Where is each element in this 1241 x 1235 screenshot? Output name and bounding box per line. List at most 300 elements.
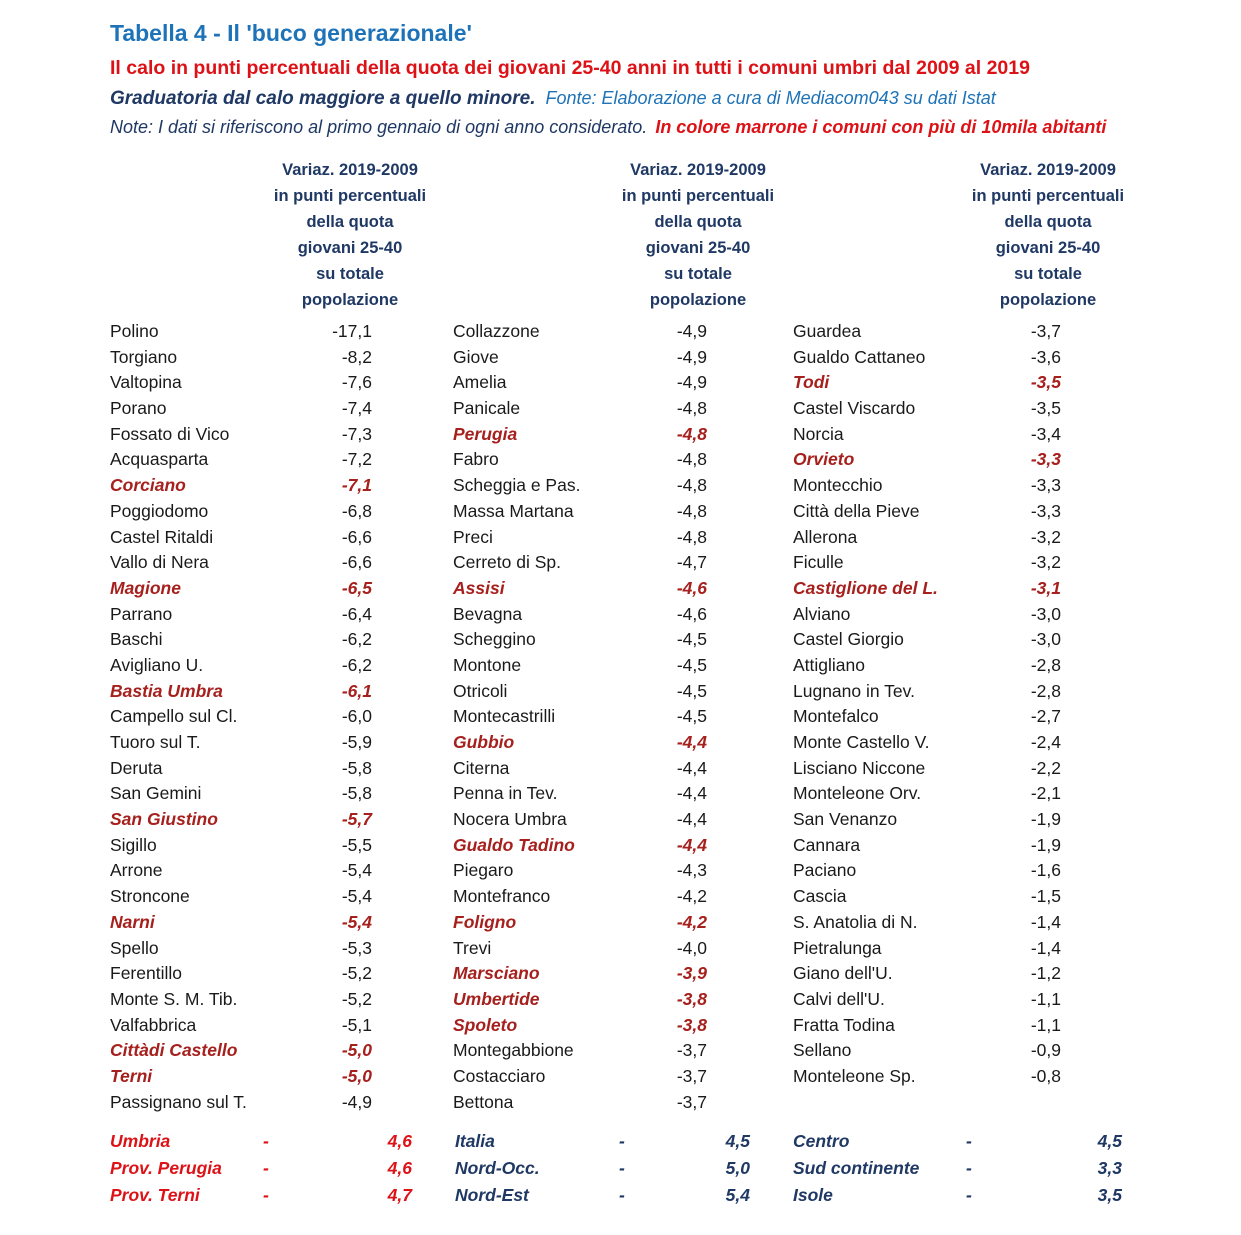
- minus-sign: -: [966, 1158, 972, 1178]
- territory-value: 3,5: [1097, 1185, 1122, 1205]
- minus-sign: -: [619, 1185, 625, 1205]
- municipality-name: Todi: [793, 372, 830, 393]
- municipality-name: Amelia: [453, 372, 507, 393]
- minus-sign: -: [966, 1185, 972, 1205]
- table-row: [453, 449, 707, 475]
- table-row: [793, 321, 1061, 347]
- variation-value: -4,8: [676, 423, 707, 444]
- municipality-name: Allerona: [793, 526, 858, 547]
- municipality-name: Gualdo Tadino: [453, 834, 575, 855]
- ranking-source-line: [110, 88, 996, 110]
- municipality-name: Collazzone: [453, 321, 540, 341]
- table-row: [110, 938, 372, 964]
- municipality-name: Giove: [453, 346, 499, 367]
- variation-value: -4,5: [676, 706, 707, 727]
- column-header-line: Variaz. 2019-2009: [282, 161, 418, 179]
- territory-value: 5,0: [725, 1158, 750, 1178]
- column-header-3: [928, 157, 1168, 313]
- table-row: [110, 347, 372, 373]
- table-row: [453, 398, 707, 424]
- minus-sign: -: [263, 1185, 269, 1205]
- table-row: [453, 886, 707, 912]
- table-row: [793, 706, 1061, 732]
- table-row: [110, 1015, 372, 1041]
- municipality-name: Arrone: [110, 860, 163, 881]
- table-row: [793, 398, 1061, 424]
- minus-sign: -: [263, 1131, 269, 1151]
- variation-value: -3,3: [1030, 449, 1061, 470]
- variation-value: -2,8: [1030, 654, 1061, 675]
- variation-value: -8,2: [341, 346, 372, 367]
- table-row: [453, 347, 707, 373]
- table-row: [793, 347, 1061, 373]
- column-header-line: in punti percentuali: [971, 187, 1125, 205]
- variation-value: -3,2: [1030, 552, 1061, 573]
- municipality-name: Sellano: [793, 1040, 852, 1061]
- variation-value: -4,9: [676, 321, 707, 341]
- table-row: [110, 449, 372, 475]
- municipality-name: Cittàdi Castello: [110, 1040, 238, 1061]
- table-row: [110, 501, 372, 527]
- minus-sign: -: [966, 1131, 972, 1151]
- table-row: [793, 989, 1061, 1015]
- municipality-name: Acquasparta: [110, 449, 209, 470]
- summary-group-macroaree: [793, 1128, 1122, 1209]
- municipality-name: Porano: [110, 398, 167, 419]
- territory-name: Sud continente: [793, 1158, 920, 1178]
- municipality-name: Montecchio: [793, 475, 883, 496]
- table-row: [453, 938, 707, 964]
- municipality-name: Montefranco: [453, 886, 551, 907]
- table-row: [110, 1066, 372, 1092]
- municipality-name: Panicale: [453, 398, 521, 419]
- variation-value: -6,5: [341, 577, 372, 598]
- variation-value: -6,1: [341, 680, 372, 701]
- municipality-name: Spoleto: [453, 1014, 518, 1035]
- municipality-name: Trevi: [453, 937, 492, 958]
- table-row: [453, 372, 707, 398]
- column-header-line: su totale: [316, 265, 384, 283]
- table-row: [793, 783, 1061, 809]
- variation-value: -1,4: [1030, 937, 1061, 958]
- municipality-name: Castel Viscardo: [793, 398, 916, 419]
- table-row: [110, 629, 372, 655]
- municipality-name: Valtopina: [110, 372, 182, 393]
- variation-value: -2,8: [1030, 680, 1061, 701]
- table-row: [453, 860, 707, 886]
- municipality-name: Stroncone: [110, 886, 190, 907]
- municipality-name: Baschi: [110, 629, 163, 650]
- summary-row: [455, 1155, 750, 1182]
- table-row: [793, 912, 1061, 938]
- column-header-2: [578, 157, 818, 313]
- variation-value: -1,9: [1030, 834, 1061, 855]
- table-row: [793, 578, 1061, 604]
- table-row: [110, 681, 372, 707]
- variation-value: -2,4: [1030, 732, 1061, 752]
- column-header-line: Variaz. 2019-2009: [630, 161, 766, 179]
- table-row: [110, 886, 372, 912]
- note-highlight: In colore marrone i comuni con più di 10mila abitanti: [655, 117, 1107, 137]
- table-row: [453, 578, 707, 604]
- table-row: [110, 398, 372, 424]
- summary-row: [793, 1128, 1122, 1155]
- municipality-name: Assisi: [453, 577, 505, 598]
- variation-value: -4,4: [676, 732, 707, 752]
- table-row: [453, 501, 707, 527]
- municipality-name: Montone: [453, 654, 522, 675]
- municipality-name: Citerna: [453, 757, 510, 778]
- municipality-name: Spello: [110, 937, 159, 958]
- variation-value: -7,4: [341, 398, 372, 419]
- municipality-name: Otricoli: [453, 680, 508, 701]
- summary-row: [110, 1155, 412, 1182]
- municipality-name: Parrano: [110, 603, 173, 624]
- municipality-name: Calvi dell'U.: [793, 988, 885, 1009]
- table-row: [453, 321, 707, 347]
- variation-value: -4,4: [676, 809, 707, 830]
- table-row: [793, 809, 1061, 835]
- municipality-name: San Gemini: [110, 783, 202, 804]
- municipality-name: Costacciaro: [453, 1065, 546, 1086]
- table-row: [453, 732, 707, 758]
- table-row: [110, 655, 372, 681]
- municipality-name: Castel Ritaldi: [110, 526, 214, 547]
- variation-value: -4,8: [676, 449, 707, 470]
- municipality-name: Cascia: [793, 886, 847, 907]
- municipality-name: Scheggino: [453, 629, 536, 650]
- municipality-name: Penna in Tev.: [453, 783, 558, 804]
- variation-value: -1,9: [1030, 809, 1061, 830]
- variation-value: -4,4: [676, 783, 707, 804]
- municipality-name: Monteleone Orv.: [793, 783, 922, 804]
- municipality-name: Gubbio: [453, 732, 515, 752]
- variation-value: -5,2: [341, 988, 372, 1009]
- variation-value: -6,2: [341, 654, 372, 675]
- variation-value: -3,7: [1030, 321, 1061, 341]
- variation-value: -5,1: [341, 1014, 372, 1035]
- variation-value: -4,3: [676, 860, 707, 881]
- variation-value: -4,5: [676, 680, 707, 701]
- variation-value: -6,8: [341, 500, 372, 521]
- variation-value: -7,6: [341, 372, 372, 393]
- municipality-name: Ferentillo: [110, 963, 182, 984]
- municipality-name: Fabro: [453, 449, 499, 470]
- municipality-name: Gualdo Cattaneo: [793, 346, 926, 367]
- table-row: [793, 1040, 1061, 1066]
- municipality-name: Città della Pieve: [793, 500, 920, 521]
- variation-value: -5,7: [341, 809, 372, 830]
- variation-value: -3,4: [1030, 423, 1061, 444]
- table-row: [793, 552, 1061, 578]
- municipality-name: Bettona: [453, 1091, 514, 1112]
- ranking-label: Graduatoria dal calo maggiore a quello minore.: [110, 88, 536, 109]
- variation-value: -5,0: [341, 1065, 372, 1086]
- municipality-name: Massa Martana: [453, 500, 574, 521]
- table-row: [453, 912, 707, 938]
- municipality-name: San Venanzo: [793, 809, 898, 830]
- variation-value: -5,4: [341, 911, 372, 932]
- table-row: [110, 424, 372, 450]
- variation-value: -3,0: [1030, 629, 1061, 650]
- municipality-name: Bastia Umbra: [110, 680, 223, 701]
- variation-value: -6,4: [341, 603, 372, 624]
- municipality-name: Scheggia e Pas.: [453, 475, 581, 496]
- minus-sign: -: [619, 1131, 625, 1151]
- variation-value: -3,3: [1030, 475, 1061, 496]
- municipality-name: Polino: [110, 321, 159, 341]
- column-header-line: giovani 25-40: [645, 239, 751, 257]
- municipality-name: Norcia: [793, 423, 844, 444]
- page-subtitle: Il calo in punti percentuali della quota dei giovani 25-40 anni in tutti i comuni umbri dal 2009 al 2019: [110, 57, 1030, 79]
- column-header-line: della quota: [306, 213, 394, 231]
- table-row: [793, 372, 1061, 398]
- variation-value: -4,8: [676, 398, 707, 419]
- summary-row: [110, 1128, 412, 1155]
- municipality-name: Piegaro: [453, 860, 514, 881]
- territory-value: 4,7: [387, 1185, 412, 1205]
- municipality-name: Montecastrilli: [453, 706, 556, 727]
- variation-value: -3,9: [676, 963, 707, 984]
- table-row: [453, 809, 707, 835]
- territory-name: Italia: [455, 1131, 495, 1151]
- municipality-name: Lugnano in Tev.: [793, 680, 915, 701]
- summary-group-umbria: [110, 1128, 412, 1209]
- table-row: [453, 1066, 707, 1092]
- municipality-name: Pietralunga: [793, 937, 882, 958]
- municipality-name: Umbertide: [453, 988, 540, 1009]
- column-header-line: in punti percentuali: [621, 187, 775, 205]
- table-row: [110, 527, 372, 553]
- column-header-line: su totale: [664, 265, 732, 283]
- minus-sign: -: [263, 1158, 269, 1178]
- table-row: [110, 475, 372, 501]
- table-row: [110, 732, 372, 758]
- variation-value: -4,4: [676, 757, 707, 778]
- note-label: Note: I dati si riferiscono al primo gennaio di ogni anno considerato.: [110, 117, 648, 137]
- territory-name: Prov. Terni: [110, 1185, 200, 1205]
- variation-value: -1,6: [1030, 860, 1061, 881]
- variation-value: -1,4: [1030, 911, 1061, 932]
- municipality-name: Deruta: [110, 757, 163, 778]
- table-row: [110, 912, 372, 938]
- municipality-name: Ficulle: [793, 552, 844, 573]
- variation-value: -4,4: [676, 834, 707, 855]
- variation-value: -6,2: [341, 629, 372, 650]
- variation-value: -6,6: [341, 552, 372, 573]
- variation-value: -5,5: [341, 834, 372, 855]
- table-row: [110, 706, 372, 732]
- municipality-name: Torgiano: [110, 346, 178, 367]
- table-row: [110, 809, 372, 835]
- variation-value: -1,1: [1030, 1014, 1061, 1035]
- variation-value: -3,8: [676, 1014, 707, 1035]
- table-row: [793, 938, 1061, 964]
- variation-value: -4,2: [676, 886, 707, 907]
- municipality-name: Guardea: [793, 321, 862, 341]
- variation-value: -1,1: [1030, 988, 1061, 1009]
- column-header-line: in punti percentuali: [273, 187, 427, 205]
- table-row: [793, 758, 1061, 784]
- table-row: [793, 527, 1061, 553]
- summary-row: [793, 1182, 1122, 1209]
- variation-value: -5,4: [341, 886, 372, 907]
- variation-value: -3,8: [676, 988, 707, 1009]
- variation-value: -3,7: [676, 1065, 707, 1086]
- territory-value: 4,5: [725, 1131, 750, 1151]
- data-column-2: [453, 321, 707, 1117]
- municipality-name: Foligno: [453, 911, 517, 932]
- variation-value: -3,6: [1030, 346, 1061, 367]
- municipality-name: Corciano: [110, 475, 186, 496]
- table-row: [110, 372, 372, 398]
- column-header-line: su totale: [1014, 265, 1082, 283]
- variation-value: -4,2: [676, 911, 707, 932]
- table-row: [453, 989, 707, 1015]
- territory-name: Isole: [793, 1185, 833, 1205]
- territory-name: Prov. Perugia: [110, 1158, 222, 1178]
- variation-value: -6,0: [341, 706, 372, 727]
- table-row: [110, 321, 372, 347]
- variation-value: -5,9: [341, 732, 372, 752]
- table-row: [453, 475, 707, 501]
- municipality-name: Vallo di Nera: [110, 552, 209, 573]
- table-row: [793, 604, 1061, 630]
- municipality-name: Avigliano U.: [110, 654, 204, 675]
- variation-value: -5,4: [341, 860, 372, 881]
- table-row: [793, 732, 1061, 758]
- municipality-name: Magione: [110, 577, 181, 598]
- column-header-line: giovani 25-40: [995, 239, 1101, 257]
- municipality-name: Montefalco: [793, 706, 879, 727]
- variation-value: -4,6: [676, 577, 707, 598]
- municipality-name: Lisciano Niccone: [793, 757, 926, 778]
- municipality-name: Bevagna: [453, 603, 523, 624]
- table-row: [110, 758, 372, 784]
- municipality-name: S. Anatolia di N.: [793, 911, 918, 932]
- variation-value: -5,8: [341, 783, 372, 804]
- municipality-name: Terni: [110, 1065, 153, 1086]
- table-row: [793, 1015, 1061, 1041]
- column-header-line: della quota: [1004, 213, 1092, 231]
- variation-value: -3,0: [1030, 603, 1061, 624]
- table-row: [453, 1015, 707, 1041]
- variation-value: -3,7: [676, 1091, 707, 1112]
- summary-row: [455, 1182, 750, 1209]
- summary-row: [110, 1182, 412, 1209]
- territory-name: Centro: [793, 1131, 850, 1151]
- table-row: [110, 989, 372, 1015]
- municipality-name: Tuoro sul T.: [110, 732, 201, 752]
- table-row: [453, 527, 707, 553]
- variation-value: -3,1: [1030, 577, 1061, 598]
- territory-value: 4,6: [387, 1158, 412, 1178]
- summary-group-italia: [455, 1128, 750, 1209]
- territory-value: 5,4: [725, 1185, 750, 1205]
- variation-value: -0,9: [1030, 1040, 1061, 1061]
- municipality-name: Valfabbrica: [110, 1014, 197, 1035]
- variation-value: -2,7: [1030, 706, 1061, 727]
- table-row: [453, 629, 707, 655]
- municipality-name: Paciano: [793, 860, 857, 881]
- table-row: [110, 578, 372, 604]
- table-row: [793, 501, 1061, 527]
- table-row: [453, 604, 707, 630]
- variation-value: -3,2: [1030, 526, 1061, 547]
- table-row: [110, 860, 372, 886]
- column-header-line: popolazione: [649, 291, 747, 309]
- municipality-name: Orvieto: [793, 449, 855, 470]
- territory-name: Umbria: [110, 1131, 171, 1151]
- variation-value: -7,3: [341, 423, 372, 444]
- variation-value: -0,8: [1030, 1065, 1061, 1086]
- variation-value: -4,0: [676, 937, 707, 958]
- municipality-name: Passignano sul T.: [110, 1091, 247, 1112]
- municipality-name: Castiglione del L.: [793, 577, 938, 598]
- table-row: [793, 449, 1061, 475]
- variation-value: -5,0: [341, 1040, 372, 1061]
- variation-value: -6,6: [341, 526, 372, 547]
- variation-value: -4,5: [676, 629, 707, 650]
- variation-value: -5,2: [341, 963, 372, 984]
- table-row: [453, 706, 707, 732]
- variation-value: -4,7: [676, 552, 707, 573]
- table-row: [110, 1040, 372, 1066]
- table-row: [453, 835, 707, 861]
- municipality-name: Sigillo: [110, 834, 157, 855]
- municipality-name: Perugia: [453, 423, 518, 444]
- municipality-name: Campello sul Cl.: [110, 706, 238, 727]
- table-row: [793, 860, 1061, 886]
- municipality-name: Fossato di Vico: [110, 423, 230, 444]
- municipality-name: Alviano: [793, 603, 851, 624]
- municipality-name: Poggiodomo: [110, 500, 209, 521]
- table-row: [793, 475, 1061, 501]
- table-row: [453, 655, 707, 681]
- municipality-name: Preci: [453, 526, 493, 547]
- municipality-name: San Giustino: [110, 809, 218, 830]
- variation-value: -4,9: [676, 346, 707, 367]
- table-row: [793, 681, 1061, 707]
- summary-row: [793, 1155, 1122, 1182]
- page-title: Tabella 4 - Il 'buco generazionale': [110, 20, 472, 46]
- variation-value: -7,1: [341, 475, 372, 496]
- municipality-name: Marsciano: [453, 963, 540, 984]
- variation-value: -5,3: [341, 937, 372, 958]
- table-row: [110, 963, 372, 989]
- table-row: [793, 629, 1061, 655]
- municipality-name: Giano dell'U.: [793, 963, 893, 984]
- variation-value: -3,7: [676, 1040, 707, 1061]
- table-row: [453, 783, 707, 809]
- column-header-line: popolazione: [301, 291, 399, 309]
- variation-value: -5,8: [341, 757, 372, 778]
- table-row: [453, 424, 707, 450]
- note-line: [110, 117, 1106, 138]
- municipality-name: Monte S. M. Tib.: [110, 988, 238, 1009]
- table-row: [453, 758, 707, 784]
- table-row: [793, 1066, 1061, 1092]
- variation-value: -4,5: [676, 654, 707, 675]
- source-label: Fonte: Elaborazione a cura di Mediacom043 su dati Istat: [545, 88, 996, 108]
- column-header-line: Variaz. 2019-2009: [980, 161, 1116, 179]
- summary-row: [455, 1128, 750, 1155]
- table-row: [110, 835, 372, 861]
- variation-value: -4,8: [676, 475, 707, 496]
- territory-name: Nord-Est: [455, 1185, 529, 1205]
- municipality-name: Montegabbione: [453, 1040, 574, 1061]
- table-row: [110, 604, 372, 630]
